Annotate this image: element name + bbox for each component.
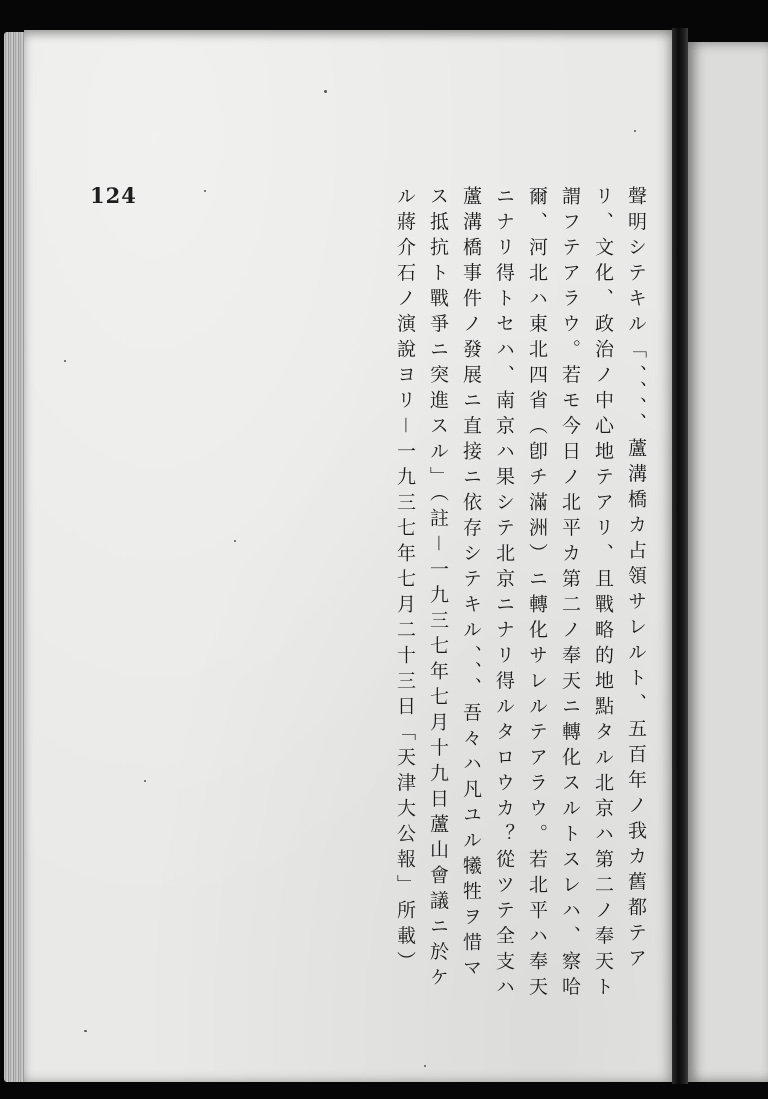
text-line: 爾、河北ハ東北四省（卽チ滿洲）ニ轉化サレルテアラウ。若北平ハ奉天	[526, 186, 548, 1002]
text-line: 聲明シテキル「、、、、蘆溝橋カ占領サレルト、五百年ノ我カ舊都テア	[625, 186, 647, 974]
text-line: ニナリ得トセハ、南京ハ果シテ北京ニナリ得ルタロウカ？從ツテ全支ハ	[493, 186, 515, 1002]
speck	[424, 1065, 426, 1067]
speck	[634, 130, 636, 132]
speck	[324, 90, 327, 93]
vertical-text-block	[352, 186, 652, 1016]
speck	[204, 190, 206, 192]
text-line: リ、文化、政治ノ中心地テアリ、且戰略的地點タル北京ハ第二ノ奉天ト	[592, 186, 614, 1002]
speck	[64, 360, 66, 362]
speck	[144, 780, 146, 782]
text-line: ル蔣介石ノ演說ヨリ－一九三七年七月二十三日「天津大公報」所載）	[394, 186, 416, 977]
book-gutter	[672, 28, 688, 1084]
page-number: 124	[90, 183, 137, 208]
text-line: 謂フテアラウ。若モ今日ノ北平カ第二ノ奉天ニ轉化スルトスレハ、察哈	[559, 186, 581, 1002]
text-line: 蘆溝橋事件ノ發展ニ直接ニ依存シテキル、、、吾々ハ凡ユル犧牲ヲ惜マ	[460, 186, 482, 983]
speck	[234, 540, 236, 542]
speck	[84, 1030, 87, 1032]
adjacent-page	[688, 42, 768, 1082]
text-line: ス抵抗ト戰爭ニ突進スル」（註－一九三七年七月十九日蘆山會議ニ於ケ	[427, 186, 449, 993]
